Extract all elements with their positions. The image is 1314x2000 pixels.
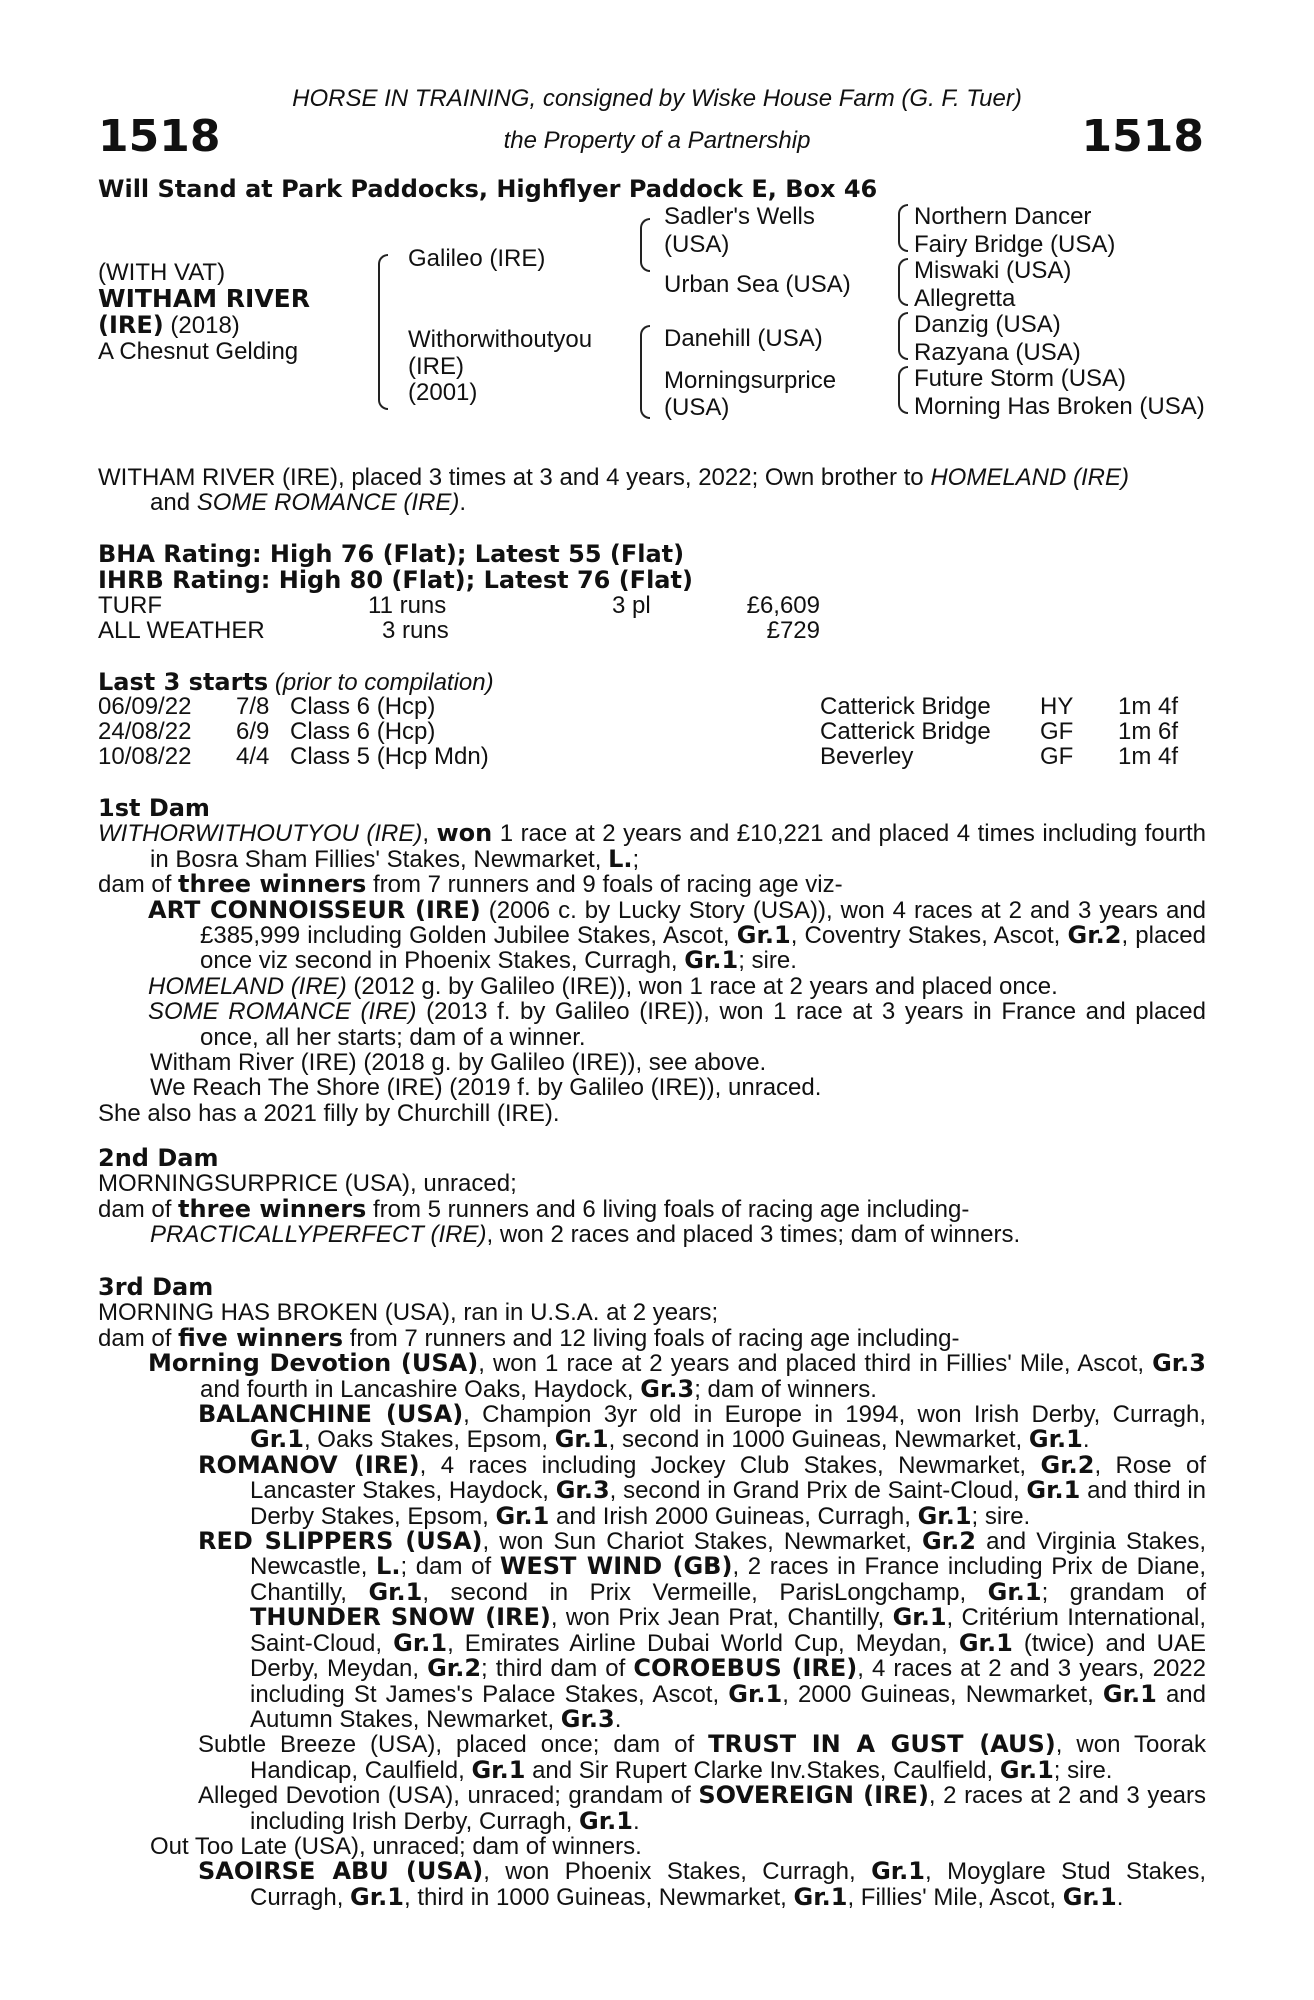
text: , placed once viz second in Phoenix Stakes, Curragh,: [200, 922, 1207, 975]
text: five winners: [178, 1323, 344, 1352]
pedigree-brace-ss: [898, 204, 908, 252]
text: Gr.1: [1062, 1882, 1117, 1911]
text: ; dam of: [400, 1553, 500, 1581]
start-distance: 1m 4f: [1118, 743, 1179, 770]
text: ,: [422, 820, 437, 848]
produce-art-connoisseur: [98, 895, 1207, 975]
pedigree-dds: Future Storm (USA): [914, 365, 1127, 392]
pedigree-ddd: Morning Has Broken (USA): [914, 393, 1205, 420]
text: Gr.1: [554, 1425, 609, 1454]
third-dam-section: [98, 1275, 1206, 1910]
pedigree-sire: Galileo (IRE): [408, 245, 546, 272]
text: .: [1082, 1426, 1090, 1454]
summary-line2: [150, 490, 466, 516]
pedigree-brace-dd: [898, 366, 908, 414]
text: ; sire.: [1053, 1756, 1113, 1784]
summary-and: and: [150, 489, 197, 516]
pedigree-brace-sd: [898, 258, 908, 306]
text: , 2 races at 2 and 3 years including Irish Derby, Curragh,: [250, 1782, 1207, 1835]
text: (2012 g. by Galileo (IRE)), won 1 race at 2 years and placed once.: [346, 972, 1058, 1000]
text: TRUST IN A GUST (AUS): [708, 1730, 1056, 1759]
text: , Fillies' Mile, Ascot,: [847, 1883, 1063, 1911]
consignor-line: HORSE IN TRAINING, consigned by Wiske House Farm (G. F. Tuer): [292, 85, 1022, 112]
text: Gr.1: [987, 1577, 1042, 1606]
text: Gr.1: [684, 946, 739, 975]
start-position: 7/8: [236, 693, 270, 720]
text: three winners: [178, 870, 367, 899]
start-going: HY: [1040, 693, 1074, 720]
first-dam-section: [98, 796, 1206, 1126]
start-date: 24/08/22: [98, 718, 192, 745]
text: Subtle Breeze (USA), placed once; dam of: [198, 1731, 709, 1759]
bha-rating: BHA Rating: High 76 (Flat); Latest 55 (Flat): [98, 540, 685, 568]
text: and Sir Rupert Clarke Inv.Stakes, Caulfield,: [525, 1756, 1000, 1784]
text: Gr.1: [471, 1755, 526, 1784]
text: ;: [632, 845, 640, 873]
text: .: [632, 1807, 640, 1835]
text: , won Toorak Handicap, Caulfield,: [250, 1731, 1207, 1784]
text: WEST WIND (GB): [499, 1552, 733, 1581]
start-date: 10/08/22: [98, 743, 192, 770]
text: Gr.2: [922, 1527, 976, 1556]
third-dam-record: MORNING HAS BROKEN (USA), ran in U.S.A. at 2 years;: [98, 1299, 719, 1327]
text: , 4 races at 2 and 3 years, 2022 including St James's Palace Stakes, Ascot,: [250, 1655, 1207, 1708]
start-date: 06/09/22: [98, 693, 192, 720]
text: Gr.3: [560, 1704, 615, 1733]
text: Gr.1: [1028, 1425, 1083, 1454]
produce-red-slippers: [98, 1529, 1206, 1732]
text: three winners: [178, 1194, 367, 1223]
text: won: [436, 819, 493, 848]
text: Gr.1: [368, 1577, 423, 1606]
text: , second in Grand Prix de Saint-Cloud,: [609, 1477, 1027, 1505]
pedigree-dam-line3: (2001): [408, 379, 478, 406]
summary-homeland: HOMELAND (IRE): [930, 464, 1130, 491]
horse-country: (IRE): [98, 311, 164, 339]
produce-practicallyperfect: [98, 1222, 1206, 1247]
text: Gr.2: [427, 1654, 482, 1683]
produce-morning-devotion: [98, 1351, 1206, 1402]
start-position: 6/9: [236, 718, 270, 745]
first-dam-heading: 1st Dam: [98, 794, 210, 822]
pedigree-ss-line1: Sadler's Wells: [664, 203, 815, 230]
text: HOMELAND (IRE): [148, 972, 347, 1000]
start-position: 4/4: [236, 743, 270, 770]
summary-text: WITHAM RIVER (IRE), placed 3 times at 3 and 4 years, 2022; Own brother to: [98, 464, 931, 491]
text: and Irish 2000 Guineas, Curragh,: [549, 1502, 918, 1530]
horse-name: WITHAM RIVER: [98, 284, 311, 313]
start-distance: 1m 6f: [1118, 718, 1179, 745]
text: .: [1116, 1883, 1124, 1911]
text: SOVEREIGN (IRE): [698, 1781, 929, 1810]
text: , won Prix Jean Prat, Chantilly,: [550, 1604, 893, 1632]
produce-saoirse-abu: [98, 1859, 1206, 1910]
text: Gr.1: [1026, 1476, 1081, 1505]
text: , Critérium International, Saint-Cloud,: [250, 1604, 1206, 1657]
text: dam of: [98, 1324, 179, 1352]
text: , second in Prix Vermeille, ParisLongchamp,: [422, 1578, 988, 1606]
summary-period: .: [459, 489, 467, 516]
text: (2013 f. by Galileo (IRE)), won 1 race at 3 years in France and placed once, all her starts; dam of a winner.: [200, 998, 1206, 1051]
pedigree-sds: Miswaki (USA): [914, 257, 1072, 284]
pedigree-dd-line1: Morningsurprice: [664, 367, 837, 394]
second-dam-record: MORNINGSURPRICE (USA), unraced;: [98, 1170, 517, 1198]
vat-note: (WITH VAT): [98, 259, 226, 286]
text: ; sire.: [738, 947, 797, 975]
start-distance: 1m 4f: [1118, 693, 1179, 720]
summary-line1: [98, 465, 1129, 491]
last-starts-note: (prior to compilation): [268, 669, 494, 696]
text: Gr.1: [495, 1501, 550, 1530]
text: RED SLIPPERS (USA): [198, 1527, 483, 1556]
text: Gr.1: [871, 1857, 925, 1886]
start-course: Beverley: [820, 743, 914, 770]
text: and fourth in Lancashire Oaks, Haydock,: [200, 1375, 641, 1403]
text: , Rose of Lancaster Stakes, Haydock,: [250, 1451, 1206, 1505]
text: ROMANOV (IRE): [198, 1450, 420, 1479]
text: Gr.1: [350, 1882, 404, 1911]
text: , 2000 Guineas, Newmarket,: [782, 1680, 1103, 1708]
text: SAOIRSE ABU (USA): [198, 1857, 484, 1886]
second-dam-heading: 2nd Dam: [98, 1144, 219, 1172]
text: ; dam of winners.: [694, 1375, 877, 1403]
pedigree-dd-line2: (USA): [664, 394, 730, 421]
text: Gr.2: [1067, 921, 1122, 950]
text: , Champion 3yr old in Europe in 1994, won Irish Derby, Curragh,: [463, 1401, 1206, 1429]
text: Gr.1: [958, 1628, 1013, 1657]
record-placed: 3 pl: [612, 592, 651, 619]
text: (twice) and UAE Derby, Meydan,: [250, 1629, 1206, 1683]
pedigree-dss: Danzig (USA): [914, 311, 1061, 338]
text: .: [614, 1705, 622, 1733]
produce-subtle-breeze: [98, 1732, 1206, 1783]
start-course: Catterick Bridge: [820, 693, 991, 720]
pedigree-sss: Northern Dancer: [914, 203, 1092, 230]
start-race: Class 5 (Hcp Mdn): [290, 743, 489, 770]
text: and Virginia Stakes, Newcastle,: [250, 1528, 1206, 1581]
text: Gr.1: [250, 1425, 304, 1454]
text: L.: [608, 844, 633, 873]
lot-number-left: 1518: [98, 111, 221, 162]
text: dam of: [98, 1195, 179, 1223]
record-runs: 11 runs: [368, 592, 447, 619]
text: , 4 races including Jockey Club Stakes, Newmarket,: [419, 1451, 1041, 1479]
text: Gr.1: [892, 1603, 947, 1632]
horse-origin-line: [98, 312, 240, 339]
ihrb-rating: IHRB Rating: High 80 (Flat); Latest 76 (Flat): [98, 566, 693, 594]
start-going: GF: [1040, 743, 1074, 770]
third-dam-heading: 3rd Dam: [98, 1273, 214, 1301]
text: COROEBUS (IRE): [633, 1654, 858, 1683]
text: 1 race at 2 years and £10,221 and placed 4 times including fourth in Bosra Sham Fillies' Stakes, Newmarket,: [150, 820, 1206, 873]
text: , 2 races in France including Prix de Diane, Chantilly,: [250, 1553, 1207, 1606]
pedigree-dsd: Razyana (USA): [914, 339, 1081, 366]
pedigree-brace-sire: [640, 218, 650, 272]
text: and third in Derby Stakes, Epsom,: [250, 1477, 1207, 1530]
text: (2006 c. by Lucky Story (USA)), won 4 races at 2 and 3 years and £385,999 including Golden Jubilee Stakes, Ascot,: [200, 896, 1206, 950]
text: , won Phoenix Stakes, Curragh,: [483, 1858, 872, 1886]
text: , Oaks Stakes, Epsom,: [303, 1426, 555, 1454]
last-starts-title: Last 3 starts: [98, 668, 269, 696]
text: Alleged Devotion (USA), unraced; grandam of: [198, 1782, 699, 1810]
horse-description: A Chesnut Gelding: [98, 338, 299, 365]
produce-alleged-devotion: [98, 1783, 1206, 1834]
pedigree-sdd: Allegretta: [914, 285, 1016, 312]
text: , won Sun Chariot Stakes, Newmarket,: [482, 1528, 923, 1556]
text: Gr.1: [728, 1679, 783, 1708]
second-dam-section: [98, 1146, 1206, 1248]
text: Morning Devotion (USA): [148, 1349, 479, 1378]
text: Gr.1: [793, 1882, 848, 1911]
start-going: GF: [1040, 718, 1074, 745]
start-race: Class 6 (Hcp): [290, 718, 436, 745]
record-surface: TURF: [98, 592, 162, 619]
text: L.: [376, 1552, 401, 1581]
text: , Coventry Stakes, Ascot,: [790, 922, 1068, 950]
summary-some-romance: SOME ROMANCE (IRE): [196, 489, 460, 516]
stabling-location: Will Stand at Park Paddocks, Highflyer Paddock E, Box 46: [98, 175, 878, 203]
produce-out-too-late: Out Too Late (USA), unraced; dam of winners.: [150, 1832, 642, 1860]
text: , won 1 race at 2 years and placed third in Fillies' Mile, Ascot,: [478, 1350, 1153, 1378]
produce-witham-river: Witham River (IRE) (2018 g. by Galileo (IRE)), see above.: [150, 1049, 767, 1077]
text: , third in 1000 Guineas, Newmarket,: [403, 1883, 794, 1911]
produce-balanchine: [98, 1402, 1206, 1453]
produce-homeland: [98, 974, 1206, 999]
first-dam-produce-summary: [98, 872, 1206, 897]
pedigree-brace-ds: [898, 312, 908, 360]
text: Gr.1: [393, 1628, 448, 1657]
record-prize: £729: [766, 617, 820, 644]
produce-we-reach-the-shore: We Reach The Shore (IRE) (2019 f. by Galileo (IRE)), unraced.: [150, 1074, 822, 1102]
pedigree-dam-line2: (IRE): [408, 353, 464, 380]
pedigree-brace-main: [378, 254, 388, 410]
start-course: Catterick Bridge: [820, 718, 991, 745]
text: Gr.1: [579, 1806, 633, 1835]
text: ; third dam of: [481, 1655, 634, 1683]
first-dam-record: [98, 821, 1206, 872]
text: Gr.2: [1040, 1450, 1095, 1479]
text: from 7 runners and 12 living foals of racing age including-: [343, 1324, 960, 1352]
text: ; grandam of: [1041, 1578, 1206, 1606]
text: from 5 runners and 6 living foals of racing age including-: [366, 1195, 970, 1223]
horse-year: (2018): [163, 312, 240, 339]
text: Gr.1: [917, 1501, 972, 1530]
text: , Moyglare Stud Stakes, Curragh,: [250, 1858, 1207, 1911]
produce-some-romance: [98, 999, 1206, 1050]
pedigree-ssd: Fairy Bridge (USA): [914, 231, 1116, 258]
text: Gr.1: [1102, 1679, 1157, 1708]
text: Gr.3: [555, 1476, 610, 1505]
text: dam of: [98, 871, 179, 899]
text: Gr.3: [640, 1374, 695, 1403]
first-dam-filly-note: She also has a 2021 filly by Churchill (IRE).: [98, 1099, 560, 1127]
pedigree-dam-line1: Withorwithoutyou: [408, 326, 593, 353]
text: from 7 runners and 9 foals of racing age viz-: [366, 871, 843, 899]
text: Gr.1: [736, 921, 791, 950]
pedigree-brace-dam: [640, 325, 650, 419]
third-dam-produce-summary: [98, 1323, 1206, 1352]
record-runs: 3 runs: [382, 617, 449, 644]
text: Gr.3: [1152, 1349, 1206, 1378]
first-dam-name: WITHORWITHOUTYOU (IRE): [98, 820, 423, 848]
second-dam-produce-summary: [98, 1194, 1206, 1223]
text: PRACTICALLYPERFECT (IRE): [150, 1221, 487, 1249]
pedigree-sd: Urban Sea (USA): [664, 271, 851, 298]
produce-romanov: [98, 1450, 1207, 1530]
record-surface: ALL WEATHER: [98, 617, 265, 644]
text: Gr.1: [999, 1755, 1054, 1784]
text: , Emirates Airline Dubai World Cup, Meydan,: [447, 1629, 959, 1657]
text: BALANCHINE (USA): [198, 1400, 464, 1429]
pedigree-ss-line2: (USA): [664, 231, 730, 258]
text: and Autumn Stakes, Newmarket,: [250, 1680, 1206, 1733]
text: THUNDER SNOW (IRE): [250, 1603, 551, 1632]
text: ART CONNOISSEUR (IRE): [148, 895, 481, 924]
text: , won 2 races and placed 3 times; dam of winners.: [486, 1221, 1021, 1249]
record-prize: £6,609: [746, 592, 820, 619]
text: SOME ROMANCE (IRE): [148, 998, 417, 1026]
text: , second in 1000 Guineas, Newmarket,: [608, 1426, 1029, 1454]
pedigree-ds: Danehill (USA): [664, 325, 823, 352]
property-line: the Property of a Partnership: [503, 127, 811, 154]
lot-number-right: 1518: [1081, 111, 1204, 162]
start-race: Class 6 (Hcp): [290, 693, 436, 720]
text: ; sire.: [971, 1502, 1031, 1530]
